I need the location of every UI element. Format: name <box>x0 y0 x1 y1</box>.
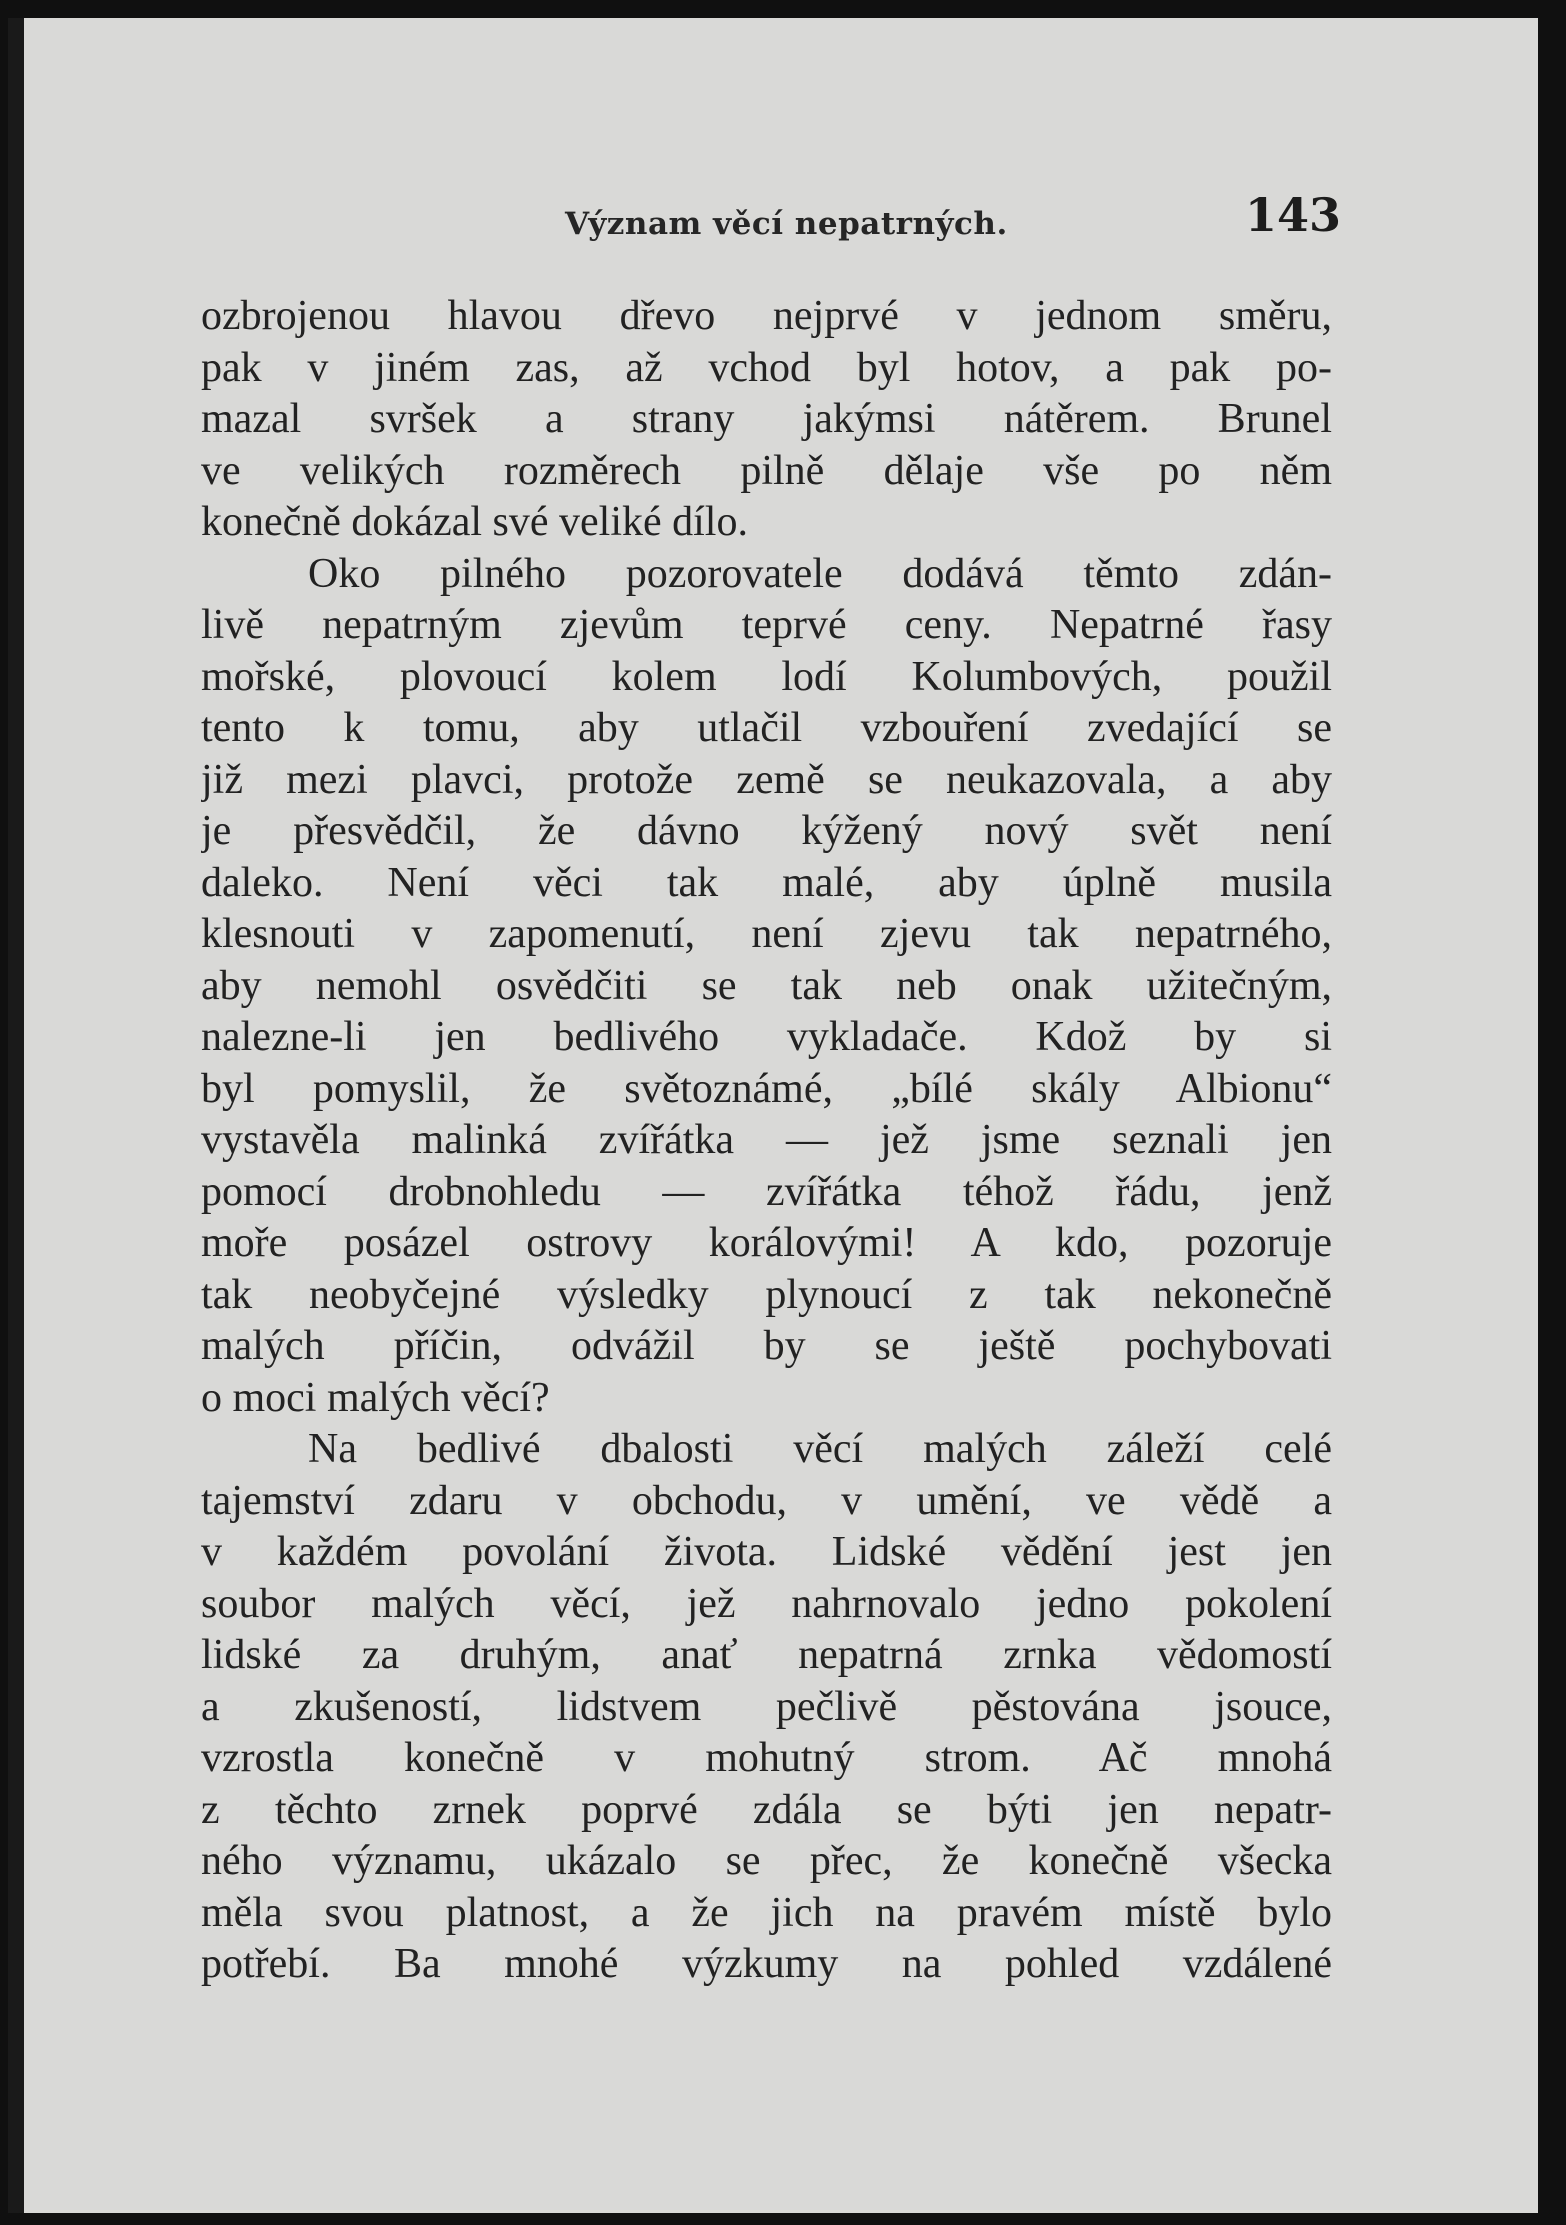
text-line: ného významu, ukázalo se přec, že konečně všecka <box>201 1838 1332 1884</box>
text-line: nalezne-li jen bedlivého vykladače. Kdož by si <box>201 1014 1332 1060</box>
text-line: byl pomyslil, že světoznámé, „bílé skály Albionu“ <box>201 1065 1332 1112</box>
body-text <box>201 291 1332 1991</box>
text-line: soubor malých věcí, jež nahrnovalo jedno pokolení <box>201 1580 1332 1627</box>
text-line: měla svou platnost, a že jich na pravém místě bylo <box>201 1889 1332 1936</box>
text-line: malých příčin, odvážil by se ještě pochybovati <box>201 1323 1332 1369</box>
text-line: potřebí. Ba mnohé výzkumy na pohled vzdálené <box>201 1941 1332 1987</box>
text-line: mořské, plovoucí kolem lodí Kolumbových, použil <box>201 653 1332 700</box>
text-line: tajemství zdaru v obchodu, v umění, ve vědě a <box>201 1477 1332 1524</box>
text-line: aby nemohl osvědčiti se tak neb onak užitečným, <box>201 962 1332 1009</box>
running-title: Význam věcí nepatrných. <box>565 206 1008 242</box>
text-line: daleko. Není věci tak malé, aby úplně musila <box>201 859 1332 906</box>
text-line: tento k tomu, aby utlačil vzbouření zvedající se <box>201 705 1332 751</box>
text-line: pak v jiném zas, až vchod byl hotov, a pak po- <box>201 344 1332 391</box>
page-spine-shadow <box>8 18 24 2213</box>
text-line: vystavěla malinká zvířátka — jež jsme seznali jen <box>201 1117 1332 1163</box>
text-line: konečně dokázal své veliké dílo. <box>201 499 748 545</box>
text-line: z těchto zrnek poprvé zdála se býti jen nepatr- <box>201 1786 1332 1833</box>
text-line: ozbrojenou hlavou dřevo nejprvé v jednom směru, <box>201 293 1332 339</box>
text-line: o moci malých věcí? <box>201 1374 550 1421</box>
book-page <box>8 18 1538 2213</box>
text-line: již mezi plavci, protože země se neukazovala, a aby <box>201 756 1332 803</box>
text-line: livě nepatrným zjevům teprvé ceny. Nepatrné řasy <box>201 602 1332 648</box>
text-line: vzrostla konečně v mohutný strom. Ač mnohá <box>201 1735 1332 1781</box>
text-line: ve velikých rozměrech pilně dělaje vše po něm <box>201 447 1332 494</box>
page-number: 143 <box>1245 188 1342 242</box>
text-line: moře posázel ostrovy korálovými! A kdo, pozoruje <box>201 1220 1332 1266</box>
text-line: tak neobyčejné výsledky plynoucí z tak nekonečně <box>201 1271 1332 1318</box>
text-line: mazal svršek a strany jakýmsi nátěrem. Brunel <box>201 396 1332 442</box>
page-header <box>8 188 1538 258</box>
text-line: je přesvědčil, že dávno kýžený nový svět není <box>201 808 1332 854</box>
text-line: Na bedlivé dbalosti věcí malých záleží celé <box>308 1426 1332 1472</box>
text-line: Oko pilného pozorovatele dodává těmto zdán- <box>308 550 1332 597</box>
text-line: klesnouti v zapomenutí, není zjevu tak nepatrného, <box>201 911 1332 957</box>
text-line: v každém povolání života. Lidské vědění jest jen <box>201 1529 1332 1575</box>
text-line: lidské za druhým, anať nepatrná zrnka vědomostí <box>201 1632 1332 1678</box>
text-line: pomocí drobnohledu — zvířátka téhož řádu, jenž <box>201 1168 1332 1215</box>
text-line: a zkušeností, lidstvem pečlivě pěstována jsouce, <box>201 1683 1332 1730</box>
